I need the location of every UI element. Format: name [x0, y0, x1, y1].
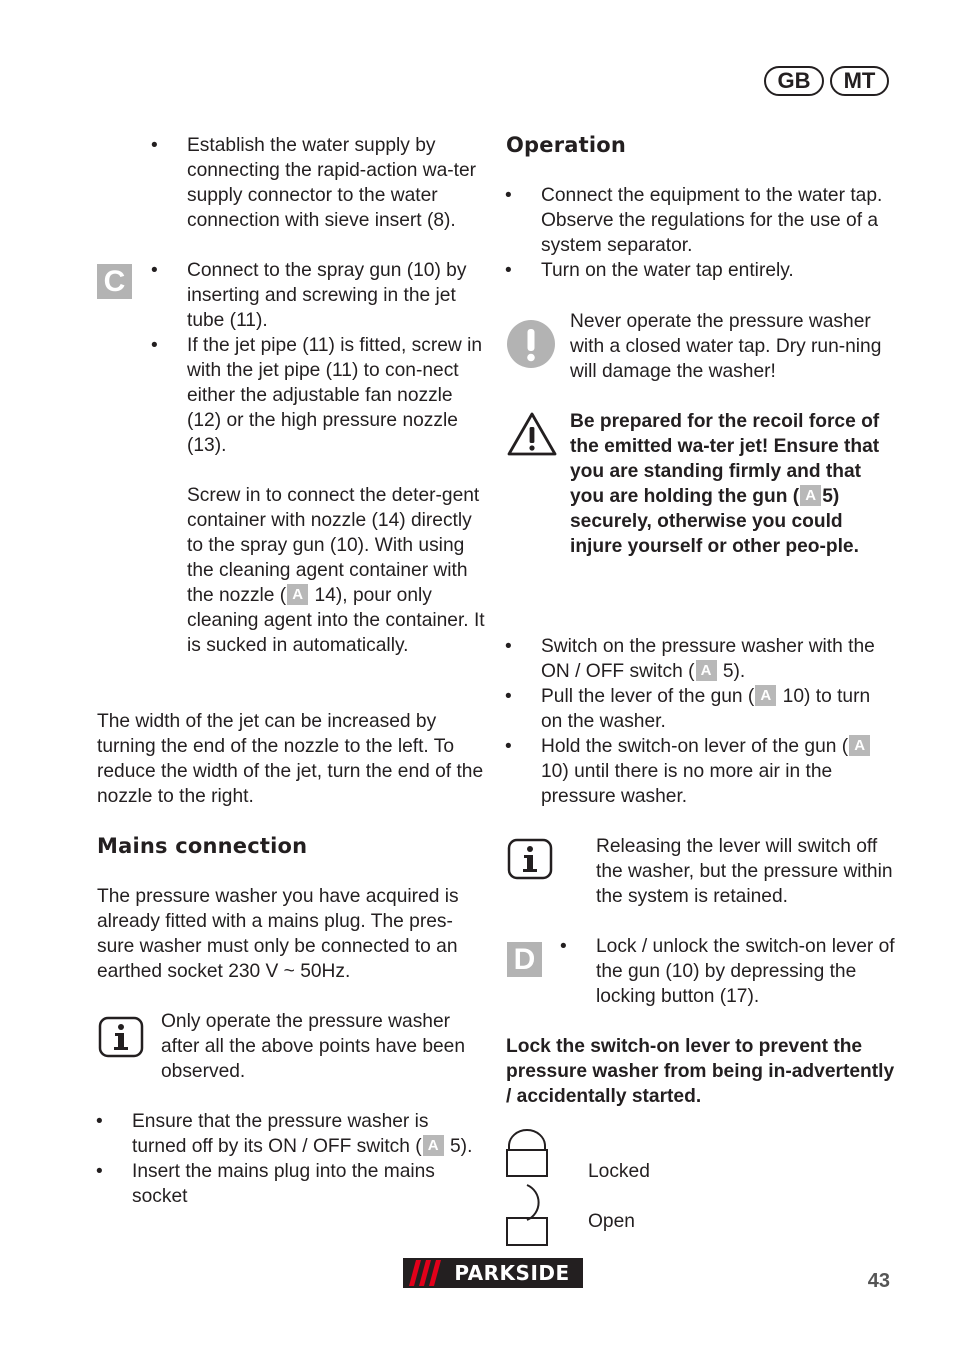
lang-badge-gb: GB [764, 66, 824, 96]
section-d-marker: D [507, 942, 542, 977]
bullet-list-lock [596, 934, 896, 1009]
list-item: • Insert the mains plug into the mains socket [132, 1159, 482, 1209]
figure-ref-badge: A [849, 735, 870, 756]
lang-badge-mt: MT [830, 66, 889, 96]
parkside-logo [403, 1258, 583, 1288]
open-padlock-icon [504, 1180, 564, 1248]
right-lock-bullets [596, 934, 896, 1009]
list-item: • Lock / unlock the switch-on lever of the gun (10) by depressing the locking button (17). [596, 934, 896, 1009]
bullet-list-spray-gun [187, 258, 487, 458]
figure-ref-badge: A [755, 685, 776, 706]
info-icon [507, 836, 553, 882]
operation-heading-block [506, 133, 896, 158]
recoil-warning: Be prepared for the recoil force of the emitted wa-ter jet! Ensure that you are standing firmly and that you are holding the gun ( A 5) securely, otherwise you could injure yourself or other peo-ple. [570, 411, 880, 557]
list-item: • Hold the switch-on lever of the gun ( A 10) until there is no more air in the pressure washer. [541, 734, 896, 809]
figure-ref-badge: A [287, 584, 308, 605]
list-item: • Switch on the pressure washer with the ON / OFF switch ( A 5). [541, 634, 896, 684]
locked-padlock-icon [504, 1128, 550, 1178]
list-item: • Connect to the spray gun (10) by inserting and screwing in the jet tube (11). [187, 258, 487, 333]
logo-stripes-icon [405, 1260, 445, 1286]
left-indented-bullets [187, 133, 487, 658]
list-item: • Connect the equipment to the water tap. Observe the regulations for the use of a system separator. [541, 183, 896, 258]
left-bottom-bullets [132, 1109, 482, 1209]
page-number: 43 [867, 1270, 890, 1292]
brand-name: PARKSIDE [454, 1261, 570, 1285]
mains-paragraph: The pressure washer you have acquired is already fitted with a mains plug. The pres-sure washer must only be connected to an earthed socket 230 V ~ 50Hz. [97, 886, 459, 982]
list-item: • Ensure that the pressure washer is turned off by its ON / OFF switch ( A 5). [132, 1109, 482, 1159]
section-c-marker: C [97, 264, 132, 299]
left-main-text [97, 709, 487, 984]
lock-warning: Lock the switch-on lever to prevent the pressure washer from being in-advertently / accidentally started. [506, 1036, 895, 1107]
figure-ref-badge: A [800, 485, 821, 506]
right-middle-bullets [541, 634, 896, 809]
bullet-list-operation [541, 183, 896, 283]
figure-ref-badge: A [423, 1135, 444, 1156]
info-note-release: Releasing the lever will switch off the washer, but the pressure within the system is retained. [596, 836, 893, 907]
operation-heading: Operation [506, 133, 627, 157]
bullet-list-switch [541, 634, 896, 809]
detergent-paragraph: Screw in to connect the deter-gent container with nozzle (14) directly to the spray gun (10). With using the cleaning agent container with the nozzle ( A 14), pour only cleaning agent into the container. It is sucked in automatically. [187, 485, 485, 656]
info-icon [98, 1014, 144, 1060]
caution-note: Never operate the pressure washer with a closed water tap. Dry run-ning will damage the washer! [570, 311, 882, 382]
bullet-list-water [187, 133, 487, 233]
mains-heading: Mains connection [97, 834, 308, 858]
caution-exclamation-icon [507, 320, 555, 368]
list-item: • If the jet pipe (11) is fitted, screw in with the jet pipe (11) to con-nect either the adjustable fan nozzle (12) or the high pressure nozzle (13). [187, 333, 487, 458]
open-label: Open [588, 1211, 635, 1232]
info-note-operate: Only operate the pressure washer after all the above points have been observed. [161, 1011, 466, 1082]
locked-label: Locked [588, 1161, 650, 1182]
jet-width-paragraph: The width of the jet can be increased by turning the end of the nozzle to the left. To reduce the width of the jet, turn the end of the nozzle to the right. [97, 711, 484, 807]
list-item: • Establish the water supply by connecting the rapid-action wa-ter supply connector to the water connection with sieve insert (8). [187, 133, 487, 233]
bullet-list-mains [132, 1109, 482, 1209]
figure-ref-badge: A [696, 660, 717, 681]
warning-triangle-icon [506, 411, 558, 457]
list-item: • Turn on the water tap entirely. [541, 258, 896, 283]
list-item: • Pull the lever of the gun ( A 10) to turn on the washer. [541, 684, 896, 734]
right-top-bullets [541, 183, 896, 283]
